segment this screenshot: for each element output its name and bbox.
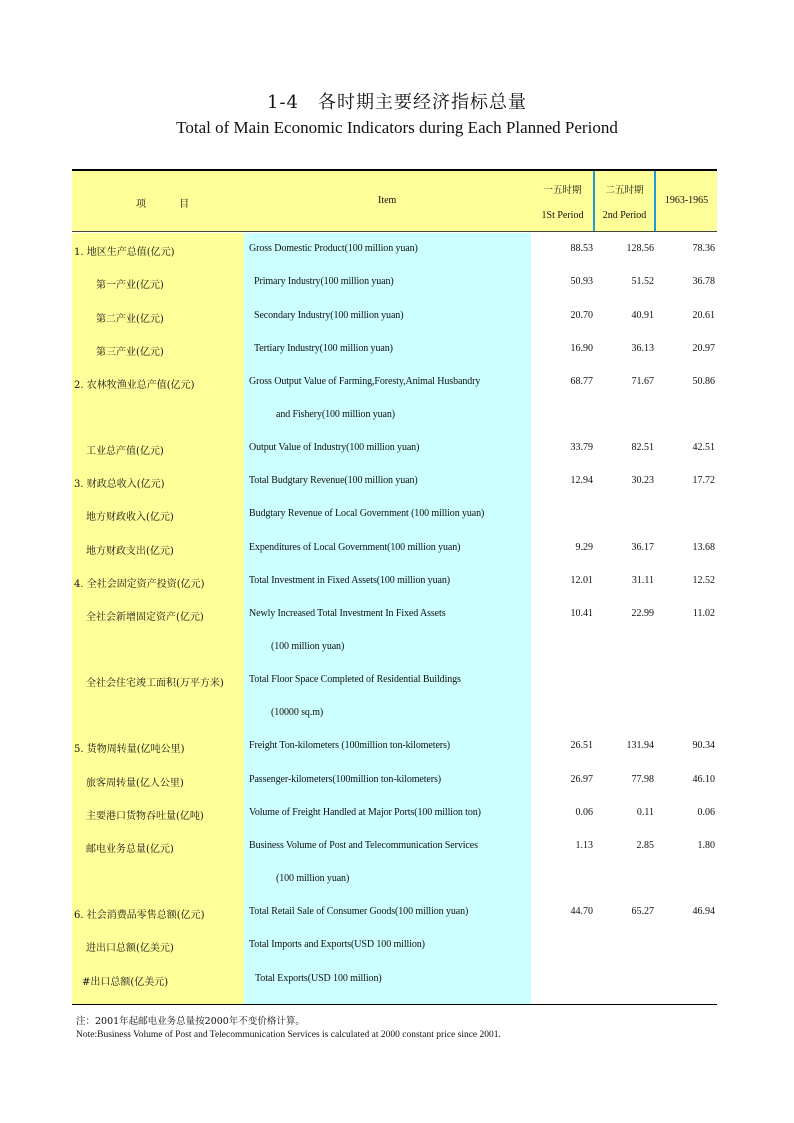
table-row xyxy=(72,704,717,724)
value-1963-1965: 17.72 xyxy=(692,475,715,486)
header-col-1963-1965 xyxy=(656,171,717,231)
row-label-english: Volume of Freight Handled at Major Ports(100 million ton) xyxy=(249,807,481,818)
table-row xyxy=(72,307,717,327)
header-item-english: Item xyxy=(378,195,397,206)
value-1963-1965: 36.78 xyxy=(692,276,715,287)
table-row xyxy=(72,505,717,525)
row-label-english: (100 million yuan) xyxy=(276,873,350,884)
header-col3: 1963-1965 xyxy=(664,195,709,206)
value-1st-period: 16.90 xyxy=(570,343,593,354)
table-row xyxy=(72,870,717,890)
row-label-english: Total Investment in Fixed Assets(100 million yuan) xyxy=(249,575,450,586)
row-label-english: Primary Industry(100 million yuan) xyxy=(254,276,394,287)
value-2nd-period: 0.11 xyxy=(636,807,654,818)
header-col-2nd-period xyxy=(595,171,654,231)
row-label-english: Passenger-kilometers(100million ton-kilometers) xyxy=(249,774,442,785)
row-label-english: Business Volume of Post and Telecommunication Services xyxy=(249,840,478,851)
value-1963-1965: 1.80 xyxy=(697,840,715,851)
row-label-chinese: 第二产业(亿元) xyxy=(96,314,164,325)
row-label-chinese: 工业总产值(亿元) xyxy=(86,446,164,457)
row-label-english: Total Exports(USD 100 million) xyxy=(255,973,382,984)
table-row xyxy=(72,539,717,559)
table-row xyxy=(72,970,717,990)
row-label-chinese: #出口总额(亿美元) xyxy=(82,977,169,988)
value-1963-1965: 11.02 xyxy=(692,608,715,619)
value-1963-1965: 78.36 xyxy=(692,243,715,254)
footnote-chinese: 注：2001年起邮电业务总量按2000年不变价格计算。 xyxy=(76,1016,305,1027)
value-2nd-period: 77.98 xyxy=(631,774,654,785)
row-label-chinese: 2. 农林牧渔业总产值(亿元) xyxy=(74,380,195,391)
table-header xyxy=(72,171,717,231)
row-label-chinese: 主要港口货物吞吐量(亿吨) xyxy=(86,811,204,822)
value-2nd-period: 51.52 xyxy=(631,276,654,287)
value-1st-period: 9.29 xyxy=(575,542,593,553)
row-label-english: Gross Output Value of Farming,Foresty,Animal Husbandry xyxy=(249,376,481,387)
row-label-chinese: 地方财政收入(亿元) xyxy=(86,512,174,523)
value-2nd-period: 40.91 xyxy=(631,310,654,321)
table-row xyxy=(72,340,717,360)
header-col-1st-period xyxy=(531,171,594,231)
row-label-chinese: 3. 财政总收入(亿元) xyxy=(74,479,165,490)
value-2nd-period: 31.11 xyxy=(631,575,654,586)
value-2nd-period: 22.99 xyxy=(631,608,654,619)
value-2nd-period: 36.13 xyxy=(631,343,654,354)
table-body xyxy=(72,233,717,1004)
value-1963-1965: 20.97 xyxy=(692,343,715,354)
table-row xyxy=(72,273,717,293)
row-label-chinese: 第三产业(亿元) xyxy=(96,347,164,358)
row-label-english: Total Floor Space Completed of Residential Buildings xyxy=(249,674,461,685)
header-col2-cn: 二五时期 xyxy=(605,186,644,196)
row-label-english: Total Retail Sale of Consumer Goods(100 million yuan) xyxy=(249,906,469,917)
row-label-english: Budgtary Revenue of Local Government (100 million yuan) xyxy=(249,508,485,519)
page-title-english: Total of Main Economic Indicators during Each Planned Periond xyxy=(176,118,618,137)
row-label-chinese: 进出口总额(亿美元) xyxy=(86,943,174,954)
value-1963-1965: 42.51 xyxy=(692,442,715,453)
table-row xyxy=(72,837,717,857)
row-label-english: and Fishery(100 million yuan) xyxy=(276,409,396,420)
value-1963-1965: 46.94 xyxy=(692,906,715,917)
value-1st-period: 12.94 xyxy=(570,475,593,486)
table-row xyxy=(72,373,717,393)
row-label-chinese: 全社会住宅竣工面积(万平方米) xyxy=(86,678,224,689)
row-label-english: Freight Ton-kilometers (100million ton-kilometers) xyxy=(249,740,451,751)
header-col2-en: 2nd Period xyxy=(602,210,647,221)
value-2nd-period: 82.51 xyxy=(631,442,654,453)
row-label-chinese: 全社会新增固定资产(亿元) xyxy=(86,612,204,623)
header-rule xyxy=(72,231,717,232)
value-2nd-period: 128.56 xyxy=(626,243,654,254)
value-2nd-period: 36.17 xyxy=(631,542,654,553)
row-label-english: Gross Domestic Product(100 million yuan) xyxy=(249,243,418,254)
value-2nd-period: 30.23 xyxy=(631,475,654,486)
table-row xyxy=(72,671,717,691)
row-label-chinese: 5. 货物周转量(亿吨公里) xyxy=(74,744,185,755)
value-1963-1965: 46.10 xyxy=(692,774,715,785)
value-1st-period: 1.13 xyxy=(575,840,593,851)
value-1st-period: 26.97 xyxy=(570,774,593,785)
value-1st-period: 88.53 xyxy=(570,243,593,254)
value-1st-period: 10.41 xyxy=(570,608,593,619)
header-col1-cn: 一五时期 xyxy=(543,186,582,196)
value-1st-period: 12.01 xyxy=(570,575,593,586)
header-item-chinese: 项 目 xyxy=(136,199,190,210)
value-1963-1965: 12.52 xyxy=(692,575,715,586)
table-row xyxy=(72,936,717,956)
table-row xyxy=(72,240,717,260)
row-label-chinese: 6. 社会消费品零售总额(亿元) xyxy=(74,910,205,921)
value-1963-1965: 50.86 xyxy=(692,376,715,387)
table-row xyxy=(72,771,717,791)
table-row xyxy=(72,572,717,592)
row-label-english: Output Value of Industry(100 million yuan) xyxy=(249,442,420,453)
value-2nd-period: 71.67 xyxy=(631,376,654,387)
value-1963-1965: 13.68 xyxy=(692,542,715,553)
table-row xyxy=(72,804,717,824)
value-2nd-period: 65.27 xyxy=(631,906,654,917)
row-label-english: Expenditures of Local Government(100 million yuan) xyxy=(249,542,461,553)
table-row xyxy=(72,638,717,658)
row-label-chinese: 邮电业务总量(亿元) xyxy=(86,844,174,855)
row-label-english: (100 million yuan) xyxy=(271,641,345,652)
row-label-chinese: 4. 全社会固定资产投资(亿元) xyxy=(74,579,205,590)
table-row xyxy=(72,472,717,492)
row-label-chinese: 1. 地区生产总值(亿元) xyxy=(74,247,175,258)
row-label-english: (10000 sq.m) xyxy=(271,707,324,718)
value-1st-period: 50.93 xyxy=(570,276,593,287)
value-1st-period: 20.70 xyxy=(570,310,593,321)
value-1st-period: 26.51 xyxy=(570,740,593,751)
value-1st-period: 33.79 xyxy=(570,442,593,453)
row-label-chinese: 旅客周转量(亿人公里) xyxy=(86,778,184,789)
row-label-english: Total Imports and Exports(USD 100 million) xyxy=(249,939,425,950)
row-label-english: Total Budgtary Revenue(100 million yuan) xyxy=(249,475,418,486)
value-1st-period: 0.06 xyxy=(575,807,593,818)
row-label-english: Secondary Industry(100 million yuan) xyxy=(254,310,404,321)
value-1963-1965: 20.61 xyxy=(692,310,715,321)
table-bottom-rule xyxy=(72,1004,717,1005)
table-row xyxy=(72,903,717,923)
table-row xyxy=(72,605,717,625)
row-label-chinese: 第一产业(亿元) xyxy=(96,280,164,291)
value-1963-1965: 90.34 xyxy=(692,740,715,751)
value-1963-1965: 0.06 xyxy=(697,807,715,818)
value-2nd-period: 131.94 xyxy=(626,740,654,751)
value-1st-period: 44.70 xyxy=(570,906,593,917)
row-label-chinese: 地方财政支出(亿元) xyxy=(86,546,174,557)
footnote-english: Note:Business Volume of Post and Telecommunication Services is calculated at 2000 constant price since 2001. xyxy=(76,1030,501,1040)
value-1st-period: 68.77 xyxy=(570,376,593,387)
value-2nd-period: 2.85 xyxy=(636,840,654,851)
header-col1-en: 1St Period xyxy=(541,210,584,221)
table-row xyxy=(72,439,717,459)
page-title-chinese: 1-4 各时期主要经济指标总量 xyxy=(267,92,527,113)
row-label-english: Tertiary Industry(100 million yuan) xyxy=(254,343,393,354)
row-label-english: Newly Increased Total Investment In Fixed Assets xyxy=(249,608,446,619)
table-row xyxy=(72,737,717,757)
table-row xyxy=(72,406,717,426)
